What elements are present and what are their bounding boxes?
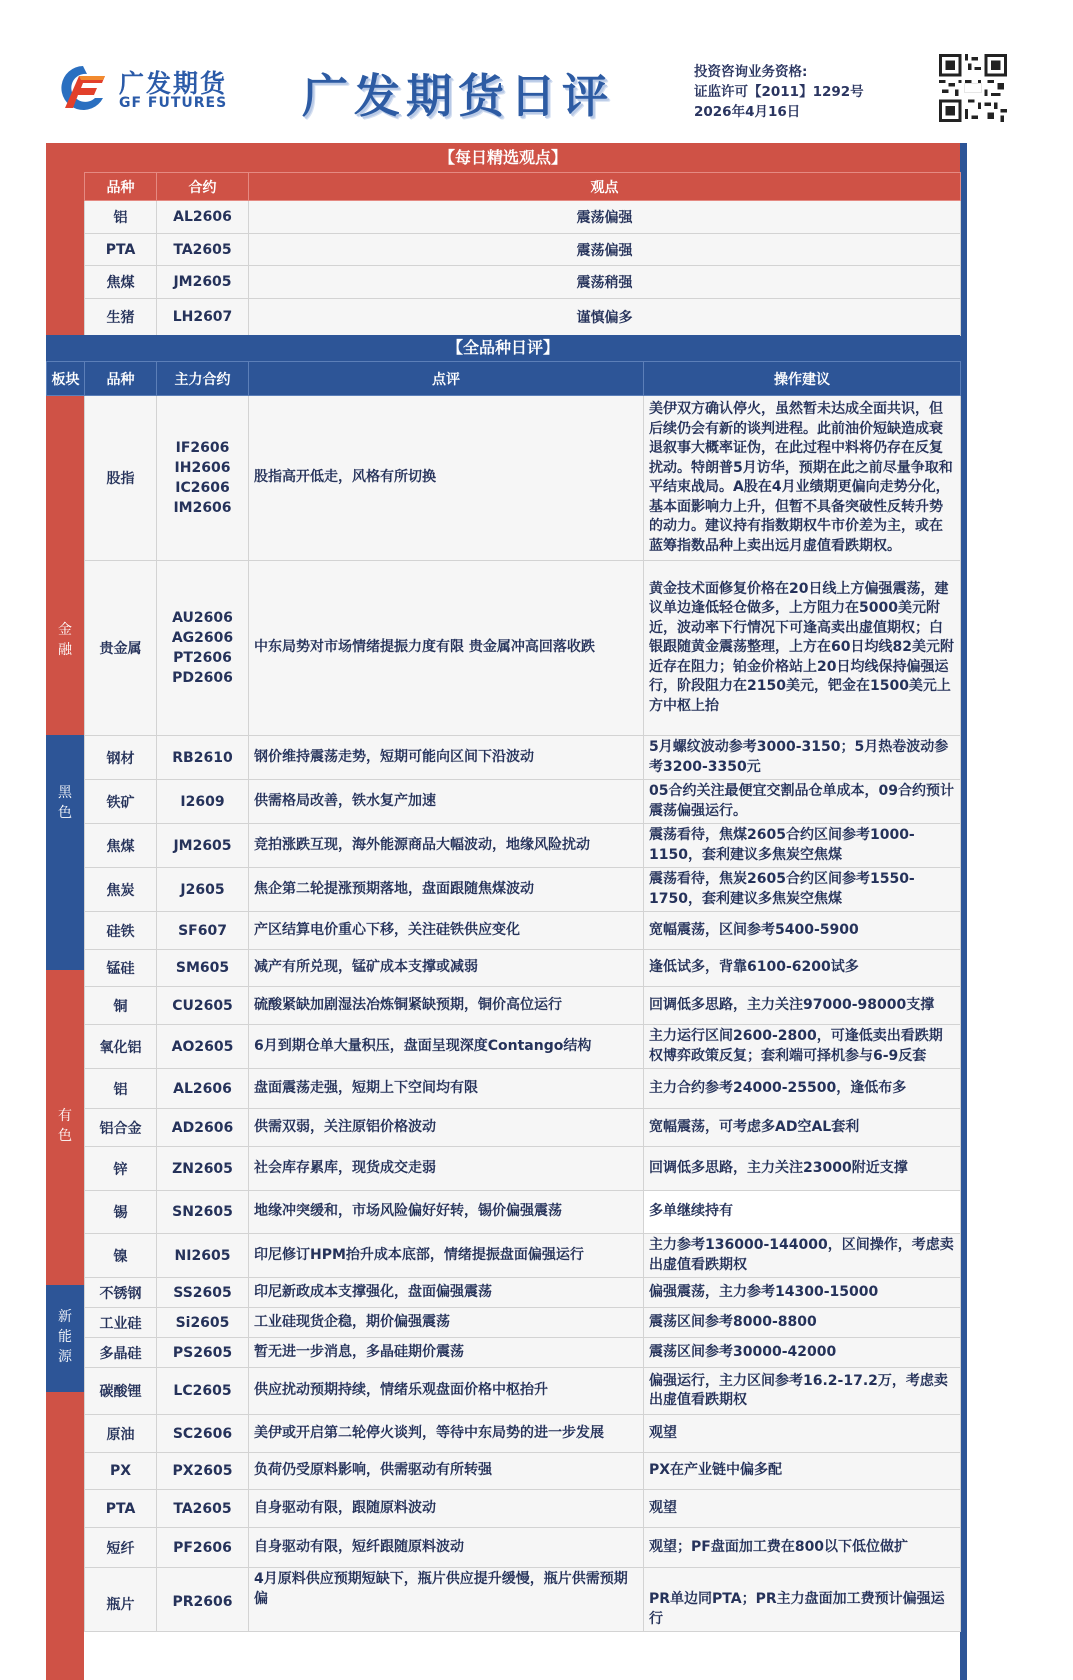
comment-cell: 地缘冲突缓和，市场风险偏好好转，锡价偏强震荡	[249, 1191, 644, 1234]
advice-cell: 黄金技术面修复价格在20日线上方偏强震荡，建议单边逢低轻仓做多，上方阻力在5000美元附近，波动率下行情况下可逢高卖出虚值期权；白银跟随黄金震荡整理，上方在60日均线82美元附近存在阻力；铂金价格站上20日均线保持偏强运行，阶段阻力在2150美元，钯金在1500美元上方中枢上抬	[644, 561, 961, 736]
variety-cell: 镍	[85, 1234, 157, 1278]
comment-cell: 硫酸紧缺加剧湿法冶炼铜紧缺预期，铜价高位运行	[249, 987, 644, 1025]
advice-cell: 主力参考136000-144000，区间操作，考虑卖出虚值看跌期权	[644, 1234, 961, 1278]
view-cell: 震荡稍强	[249, 266, 961, 299]
comment-cell: 6月到期仓单大量积压，盘面呈现深度Contango结构	[249, 1025, 644, 1069]
table-row	[47, 950, 961, 987]
contract-cell: JM2605	[157, 266, 249, 299]
variety-cell: 短纤	[85, 1528, 157, 1568]
contract-cell: TA2605	[157, 1490, 249, 1528]
table-row	[47, 1278, 961, 1308]
comment-cell: 4月原料供应预期短缺下，瓶片供应提升缓慢，瓶片供需预期偏	[249, 1568, 644, 1632]
contract-cell: AL2606	[157, 201, 249, 234]
contract-cell: TA2605	[157, 234, 249, 266]
col-variety: 品种	[85, 173, 157, 201]
variety-cell: 钢材	[85, 736, 157, 780]
table-row	[47, 1109, 961, 1147]
comment-cell: 股指高开低走，风格有所切换	[249, 396, 644, 561]
col-comment: 点评	[249, 362, 644, 396]
table-row	[47, 868, 961, 912]
variety-cell: 贵金属	[85, 561, 157, 736]
comment-cell: 焦企第二轮提涨预期落地，盘面跟随焦煤波动	[249, 868, 644, 912]
sector-new-energy: 新 能 源	[46, 1285, 84, 1392]
gf-logo-mark-icon	[57, 62, 109, 114]
table-row	[47, 1191, 961, 1234]
contract-cell: Si2605	[157, 1308, 249, 1338]
col-variety: 品种	[85, 362, 157, 396]
contract-cell: RB2610	[157, 736, 249, 780]
selected-views-title: 【每日精选观点】	[46, 143, 960, 172]
contract-cell: J2605	[157, 868, 249, 912]
advice-cell: 逢低试多，背靠6100-6200试多	[644, 950, 961, 987]
selected-views-left-strip	[46, 172, 84, 335]
col-sector: 板块	[47, 362, 85, 396]
advice-cell: 主力运行区间2600-2800，可逢低卖出看跌期权博弈政策反复；套利端可择机参与6-9反套	[644, 1025, 961, 1069]
sector-cell	[47, 912, 85, 950]
table-row	[85, 299, 961, 336]
logo-chinese-name: 广发期货	[119, 69, 228, 98]
comment-cell: 工业硅现货企稳，期价偏强震荡	[249, 1308, 644, 1338]
comment-cell: 供需双弱，关注原铝价格波动	[249, 1109, 644, 1147]
qualification-info	[694, 62, 864, 122]
sector-cell	[47, 1453, 85, 1490]
col-view: 观点	[249, 173, 961, 201]
comment-cell: 社会库存累库，现货成交走弱	[249, 1147, 644, 1191]
variety-cell: PX	[85, 1453, 157, 1490]
contract-cell: LC2605	[157, 1368, 249, 1415]
table-row	[47, 1025, 961, 1069]
advice-cell: 5月螺纹波动参考3000-3150；5月热卷波动参考3200-3350元	[644, 736, 961, 780]
variety-cell: 焦煤	[85, 824, 157, 868]
variety-cell: 锰硅	[85, 950, 157, 987]
table-row	[47, 987, 961, 1025]
sector-cell	[47, 396, 85, 561]
sector-cell	[47, 1147, 85, 1191]
contract-cell: ZN2605	[157, 1147, 249, 1191]
advice-cell: 宽幅震荡，可考虑多AD空AL套利	[644, 1109, 961, 1147]
variety-cell: 铝合金	[85, 1109, 157, 1147]
variety-cell: 多晶硅	[85, 1338, 157, 1368]
table-row	[47, 561, 961, 736]
sector-cell	[47, 987, 85, 1025]
contract-cell: PX2605	[157, 1453, 249, 1490]
sector-cell	[47, 1278, 85, 1308]
comment-cell: 竞拍涨跌互现，海外能源商品大幅波动，地缘风险扰动	[249, 824, 644, 868]
table-row	[47, 1368, 961, 1415]
variety-cell: 焦炭	[85, 868, 157, 912]
col-contract: 合约	[157, 173, 249, 201]
selected-views-table	[84, 172, 961, 336]
variety-cell: 锡	[85, 1191, 157, 1234]
sector-cell	[47, 1490, 85, 1528]
variety-cell: 铝	[85, 201, 157, 234]
table-row	[47, 1147, 961, 1191]
variety-cell: 工业硅	[85, 1308, 157, 1338]
variety-cell: 瓶片	[85, 1568, 157, 1632]
comment-cell: 暂无进一步消息，多晶硅期价震荡	[249, 1338, 644, 1368]
advice-cell: 震荡区间参考8000-8800	[644, 1308, 961, 1338]
sector-cell	[47, 1234, 85, 1278]
table-row	[47, 1234, 961, 1278]
variety-cell: 铁矿	[85, 780, 157, 824]
table-row	[47, 780, 961, 824]
advice-cell: 宽幅震荡，区间参考5400-5900	[644, 912, 961, 950]
advice-cell: 观望	[644, 1415, 961, 1453]
comment-cell: 自身驱动有限，短纤跟随原料波动	[249, 1528, 644, 1568]
variety-cell: PTA	[85, 1490, 157, 1528]
table-row	[85, 201, 961, 234]
view-cell: 谨慎偏多	[249, 299, 961, 336]
table-row	[85, 234, 961, 266]
contract-cell: SN2605	[157, 1191, 249, 1234]
advice-cell: 观望	[644, 1490, 961, 1528]
comment-cell: 盘面震荡走强，短期上下空间均有限	[249, 1069, 644, 1109]
advice-cell: 多单继续持有	[644, 1191, 961, 1234]
comment-cell: 供需格局改善，铁水复产加速	[249, 780, 644, 824]
advice-cell: 主力合约参考24000-25500，逢低布多	[644, 1069, 961, 1109]
contract-cell: JM2605	[157, 824, 249, 868]
sector-cell	[47, 868, 85, 912]
sector-cell	[47, 736, 85, 780]
comment-cell: 印尼新政成本支撑强化，盘面偏强震荡	[249, 1278, 644, 1308]
contract-cell: I2609	[157, 780, 249, 824]
gf-futures-logo	[57, 62, 237, 114]
table-row	[47, 1490, 961, 1528]
table-row	[47, 912, 961, 950]
variety-cell: 焦煤	[85, 266, 157, 299]
variety-cell: 生猪	[85, 299, 157, 336]
sector-cell	[47, 561, 85, 736]
variety-cell: 铝	[85, 1069, 157, 1109]
comment-cell: 供应扰动预期持续，情绪乐观盘面价格中枢抬升	[249, 1368, 644, 1415]
sector-cell	[47, 1528, 85, 1568]
table-row	[47, 736, 961, 780]
table-row	[47, 396, 961, 561]
sector-cell	[47, 1025, 85, 1069]
advice-cell: 美伊双方确认停火，虽然暂未达成全面共识，但后续仍会有新的谈判进程。此前油价短缺造成衰退叙事大概率证伪，在此过程中料将仍存在反复扰动。特朗普5月访华，预期在此之前尽量争取和平结束战局。A股在4月业绩期更偏向走势分化，基本面影响力上升，但暂不具备突破性反转升势的动力。建议持有指数期权牛市价差为主，或在蓝筹指数品种上卖出远月虚值看跌期权。	[644, 396, 961, 561]
table-row	[47, 824, 961, 868]
report-header	[0, 0, 1073, 143]
full-review-title: 【全品种日评】	[46, 335, 960, 361]
variety-cell: 碳酸锂	[85, 1368, 157, 1415]
variety-cell: 氧化铝	[85, 1025, 157, 1069]
variety-cell: 股指	[85, 396, 157, 561]
report-date: 2026年4月16日	[694, 104, 801, 120]
contract-cell: PR2606	[157, 1568, 249, 1632]
right-border	[960, 143, 967, 1680]
sector-cell	[47, 1415, 85, 1453]
view-cell: 震荡偏强	[249, 234, 961, 266]
view-cell: 震荡偏强	[249, 201, 961, 234]
comment-cell: 美伊或开启第二轮停火谈判，等待中东局势的进一步发展	[249, 1415, 644, 1453]
comment-cell: 减产有所兑现，锰矿成本支撑或减弱	[249, 950, 644, 987]
sector-cell	[47, 1191, 85, 1234]
contract-cell: NI2605	[157, 1234, 249, 1278]
table-row	[47, 1453, 961, 1490]
sector-cell	[47, 1338, 85, 1368]
table-row	[47, 1568, 961, 1632]
advice-cell: PR单边同PTA；PR主力盘面加工费预计偏强运行	[644, 1568, 961, 1632]
full-review-table	[46, 361, 961, 1632]
contract-cell: AD2606	[157, 1109, 249, 1147]
sector-cell	[47, 824, 85, 868]
comment-cell: 负荷仍受原料影响，供需驱动有所转强	[249, 1453, 644, 1490]
advice-cell: 回调低多思路，主力关注23000附近支撑	[644, 1147, 961, 1191]
advice-cell: 偏强震荡，主力参考14300-15000	[644, 1278, 961, 1308]
contract-cell: IF2606 IH2606 IC2606 IM2606	[157, 396, 249, 561]
comment-cell: 产区结算电价重心下移，关注硅铁供应变化	[249, 912, 644, 950]
qualification-label: 投资咨询业务资格:	[694, 64, 808, 80]
variety-cell: 铜	[85, 987, 157, 1025]
sector-finance: 金 融	[46, 395, 84, 735]
sector-cell	[47, 1368, 85, 1415]
variety-cell: PTA	[85, 234, 157, 266]
variety-cell: 硅铁	[85, 912, 157, 950]
contract-cell: AO2605	[157, 1025, 249, 1069]
advice-cell: 回调低多思路，主力关注97000-98000支撑	[644, 987, 961, 1025]
variety-cell: 锌	[85, 1147, 157, 1191]
variety-cell: 原油	[85, 1415, 157, 1453]
advice-cell: 震荡看待，焦煤2605合约区间参考1000-1150，套利建议多焦炭空焦煤	[644, 824, 961, 868]
sector-cell	[47, 1069, 85, 1109]
sector-cell	[47, 780, 85, 824]
table-row	[47, 1338, 961, 1368]
variety-cell: 不锈钢	[85, 1278, 157, 1308]
sector-ferrous: 黑 色	[46, 735, 84, 970]
logo-english-name: GF FUTURES	[119, 95, 228, 111]
comment-cell: 自身驱动有限，跟随原料波动	[249, 1490, 644, 1528]
page-title: 广发期货日评	[302, 69, 614, 123]
contract-cell: SS2605	[157, 1278, 249, 1308]
contract-cell: SM605	[157, 950, 249, 987]
contract-cell: SC2606	[157, 1415, 249, 1453]
contract-cell: PF2606	[157, 1528, 249, 1568]
license-number: 证监许可【2011】1292号	[694, 84, 864, 100]
comment-cell: 钢价维持震荡走势，短期可能向区间下沿波动	[249, 736, 644, 780]
sector-nonferrous: 有 色	[46, 970, 84, 1285]
sector-cell	[47, 1308, 85, 1338]
contract-cell: PS2605	[157, 1338, 249, 1368]
sector-cell	[47, 950, 85, 987]
col-advice: 操作建议	[644, 362, 961, 396]
contract-cell: CU2605	[157, 987, 249, 1025]
sector-cell	[47, 1568, 85, 1632]
table-row	[85, 266, 961, 299]
comment-cell: 中东局势对市场情绪提振力度有限 贵金属冲高回落收跌	[249, 561, 644, 736]
qr-code-icon	[938, 54, 1008, 122]
contract-cell: LH2607	[157, 299, 249, 336]
contract-cell: AL2606	[157, 1069, 249, 1109]
report-frame	[46, 143, 1034, 1670]
contract-cell: AU2606 AG2606 PT2606 PD2606	[157, 561, 249, 736]
comment-cell: 印尼修订HPM抬升成本底部，情绪提振盘面偏强运行	[249, 1234, 644, 1278]
advice-cell: 震荡区间参考30000-42000	[644, 1338, 961, 1368]
advice-cell: PX在产业链中偏多配	[644, 1453, 961, 1490]
col-main-contract: 主力合约	[157, 362, 249, 396]
table-row	[47, 1308, 961, 1338]
table-row	[47, 1528, 961, 1568]
contract-cell: SF607	[157, 912, 249, 950]
advice-cell: 观望；PF盘面加工费在800以下低位做扩	[644, 1528, 961, 1568]
sector-cell	[47, 1109, 85, 1147]
advice-cell: 震荡看待，焦炭2605合约区间参考1550-1750，套利建议多焦炭空焦煤	[644, 868, 961, 912]
table-row	[47, 1069, 961, 1109]
table-row	[47, 1415, 961, 1453]
advice-cell: 05合约关注最便宜交割品仓单成本，09合约预计震荡偏强运行。	[644, 780, 961, 824]
advice-cell: 偏强运行，主力区间参考16.2-17.2万，考虑卖出虚值看跌期权	[644, 1368, 961, 1415]
